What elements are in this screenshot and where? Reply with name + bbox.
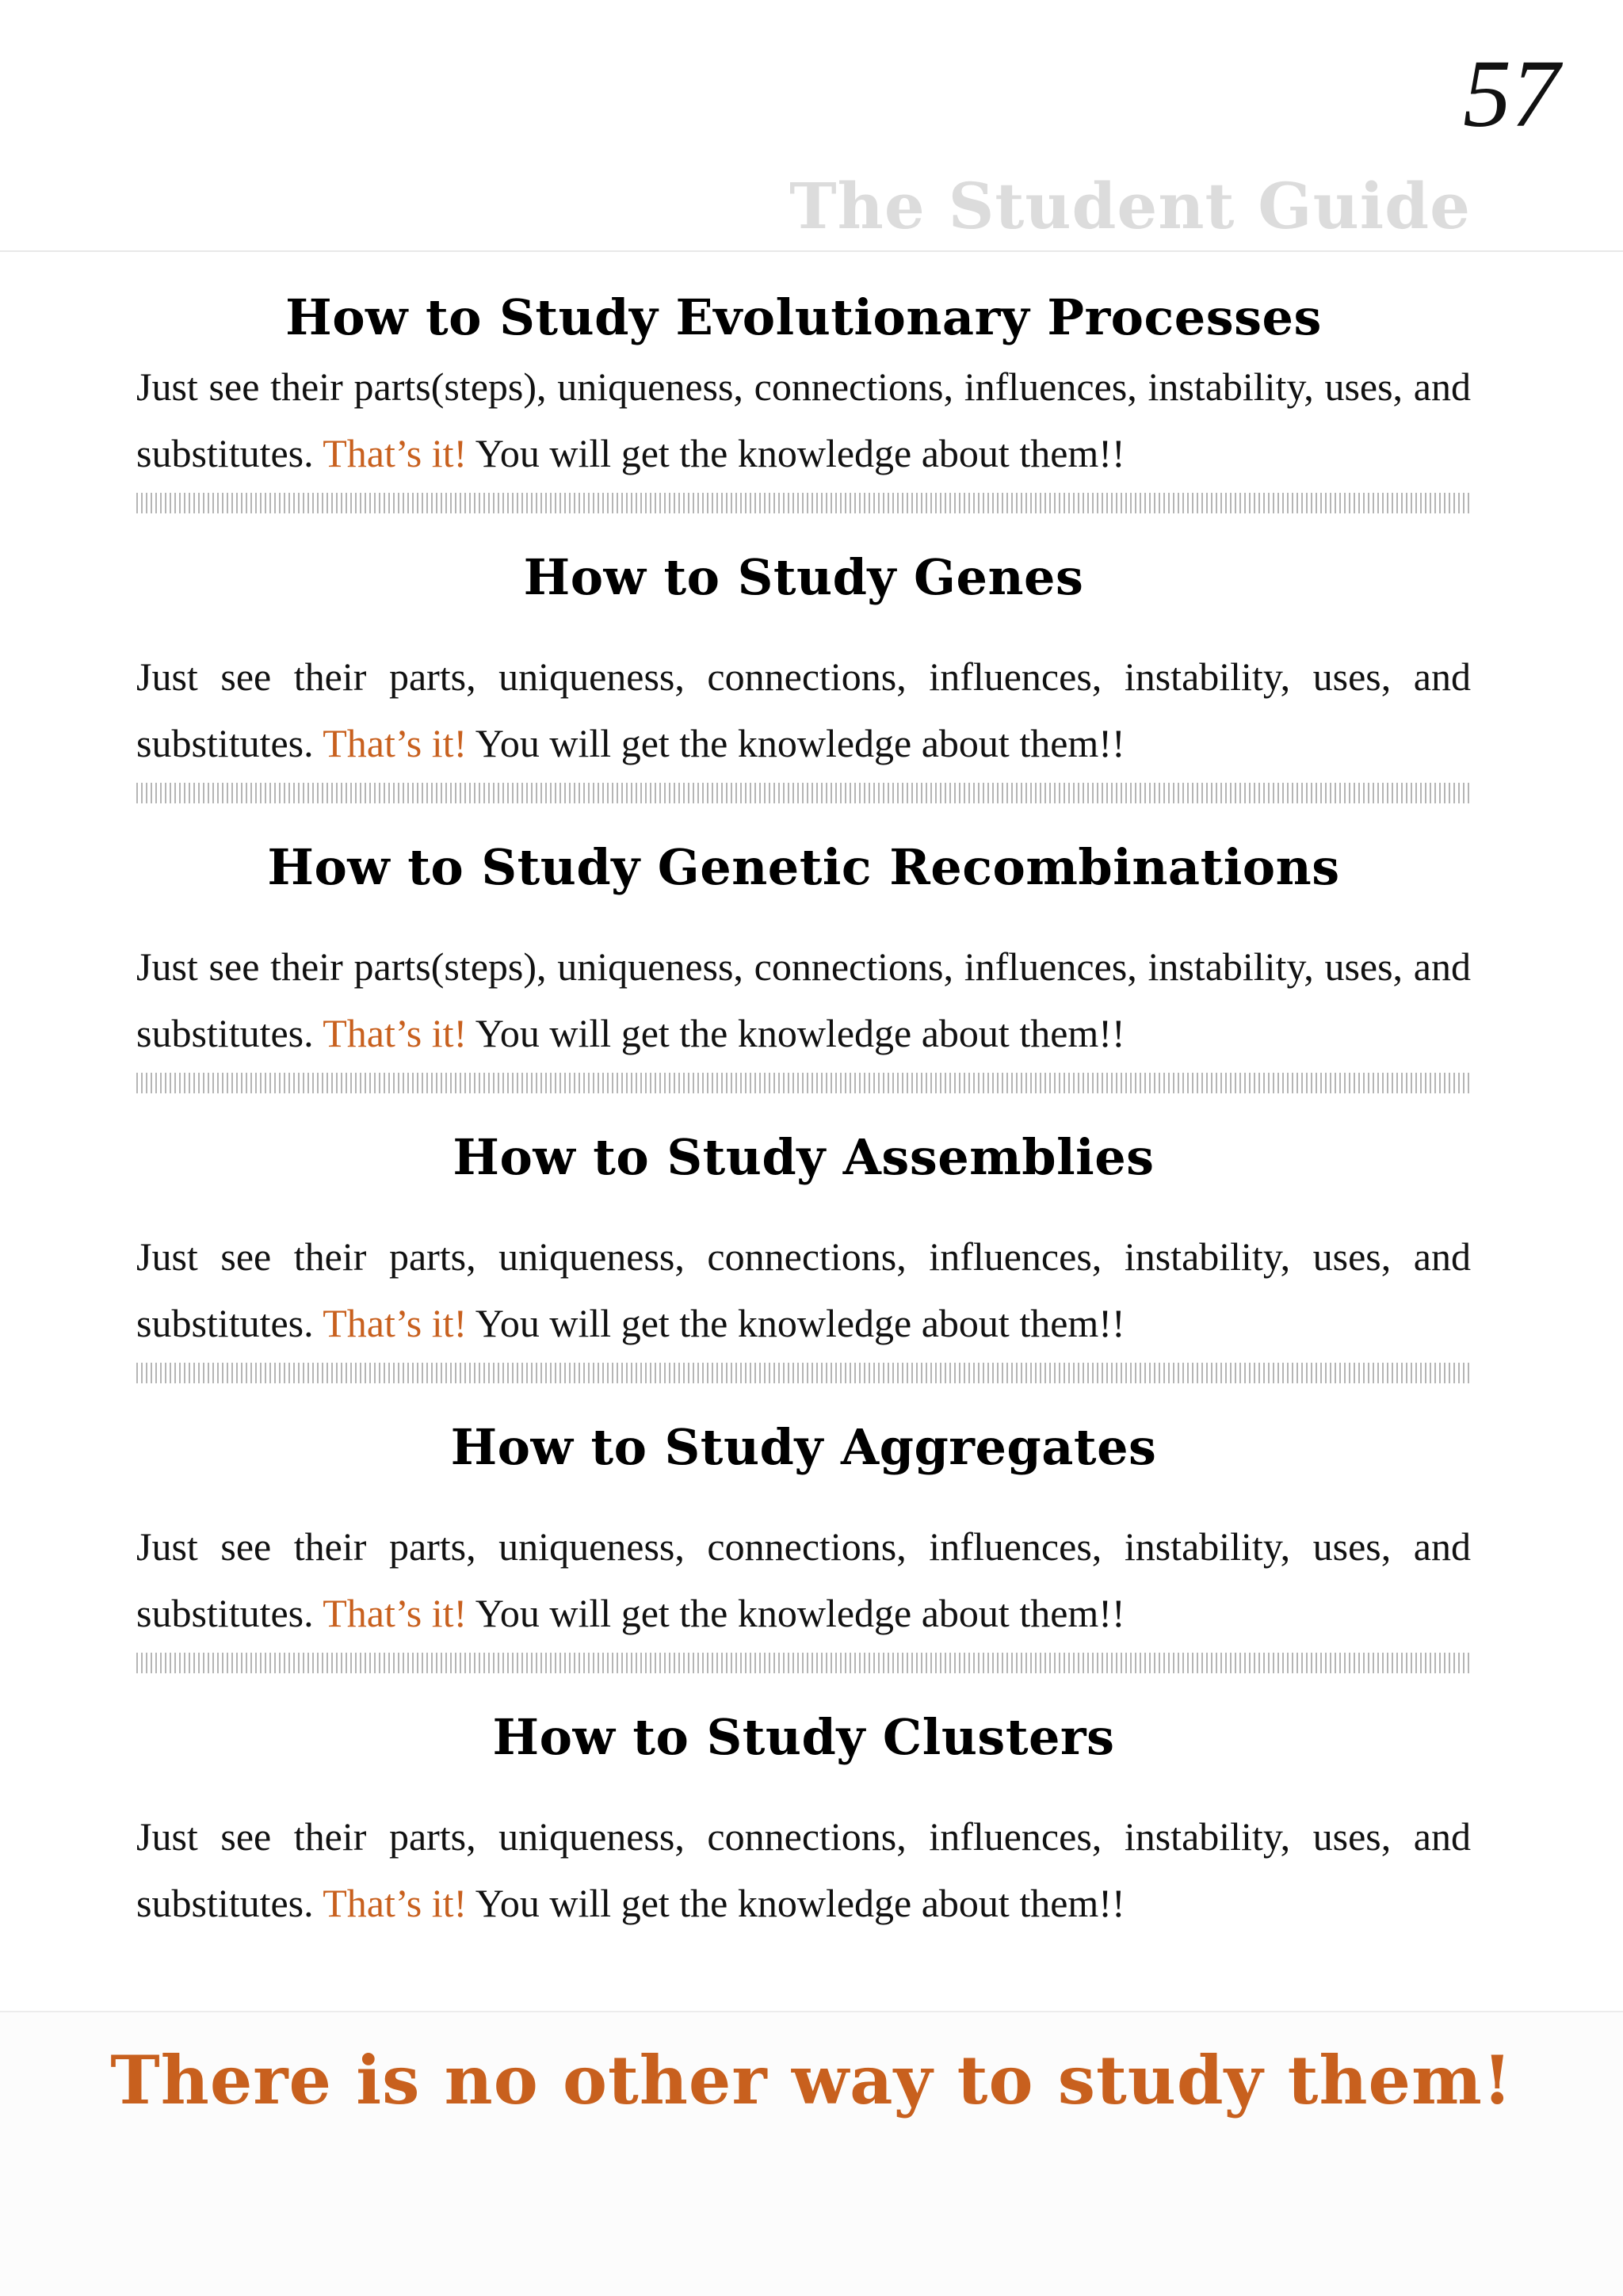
body-text: Just see their parts, uniqueness, connections, influences, instability, uses, and substitutes. bbox=[136, 1234, 1471, 1345]
section-body bbox=[136, 1513, 1471, 1646]
body-text: Just see their parts, uniqueness, connections, influences, instability, uses, and substitutes. bbox=[136, 1524, 1471, 1635]
section-aggregates bbox=[136, 1418, 1471, 1673]
header-rule bbox=[0, 250, 1623, 252]
body-text: Just see their parts(steps), uniqueness, connections, influences, instability, uses, and substitutes. bbox=[136, 364, 1471, 475]
highlight-text: That’s it! bbox=[323, 1301, 468, 1345]
body-text: You will get the knowledge about them!! bbox=[467, 431, 1125, 475]
page-number: 57 bbox=[1463, 40, 1560, 147]
section-evolutionary-processes bbox=[136, 288, 1471, 513]
section-title: How to Study Genetic Recombinations bbox=[267, 838, 1340, 896]
section-body bbox=[136, 353, 1471, 486]
section-title: How to Study Assemblies bbox=[453, 1128, 1155, 1186]
section-body bbox=[136, 1223, 1471, 1356]
body-text: You will get the knowledge about them!! bbox=[467, 1011, 1125, 1055]
highlight-text: That’s it! bbox=[323, 721, 468, 765]
section-divider bbox=[136, 1363, 1471, 1383]
section-divider bbox=[136, 783, 1471, 803]
section-body bbox=[136, 643, 1471, 776]
section-clusters bbox=[136, 1708, 1471, 1936]
section-divider bbox=[136, 1653, 1471, 1673]
body-text: Just see their parts, uniqueness, connections, influences, instability, uses, and substitutes. bbox=[136, 1814, 1471, 1925]
section-title: How to Study Clusters bbox=[492, 1708, 1115, 1766]
body-text: You will get the knowledge about them!! bbox=[467, 1301, 1125, 1345]
section-assemblies bbox=[136, 1128, 1471, 1383]
section-body bbox=[136, 1803, 1471, 1936]
body-text: You will get the knowledge about them!! bbox=[467, 1591, 1125, 1635]
section-title: How to Study Genes bbox=[523, 548, 1084, 606]
highlight-text: That’s it! bbox=[323, 1011, 468, 1055]
running-head: The Student Guide bbox=[789, 169, 1471, 243]
section-divider bbox=[136, 1073, 1471, 1093]
section-title: How to Study Evolutionary Processes bbox=[285, 288, 1322, 346]
section-body bbox=[136, 933, 1471, 1066]
body-text: Just see their parts, uniqueness, connections, influences, instability, uses, and substitutes. bbox=[136, 654, 1471, 765]
section-divider bbox=[136, 493, 1471, 513]
section-genes bbox=[136, 548, 1471, 803]
highlight-text: That’s it! bbox=[323, 431, 468, 475]
highlight-text: That’s it! bbox=[323, 1591, 468, 1635]
footer-slogan: There is no other way to study them! bbox=[110, 2041, 1513, 2119]
content bbox=[136, 288, 1471, 1936]
section-genetic-recombinations bbox=[136, 838, 1471, 1093]
section-title: How to Study Aggregates bbox=[450, 1418, 1157, 1476]
body-text: You will get the knowledge about them!! bbox=[467, 1881, 1125, 1925]
body-text: You will get the knowledge about them!! bbox=[467, 721, 1125, 765]
highlight-text: That’s it! bbox=[323, 1881, 468, 1925]
body-text: Just see their parts(steps), uniqueness, connections, influences, instability, uses, and substitutes. bbox=[136, 944, 1471, 1055]
